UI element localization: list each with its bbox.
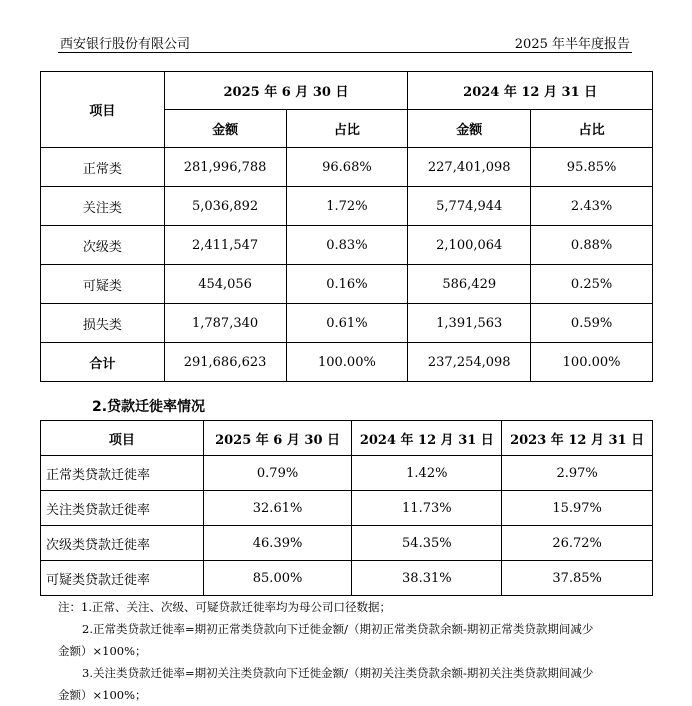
item-header: 项目 <box>41 421 204 456</box>
amount-cell: 586,429 <box>408 265 531 304</box>
amount-cell: 5,036,892 <box>164 187 286 226</box>
amount-header: 金额 <box>164 110 286 148</box>
company-name: 西安银行股份有限公司 <box>60 37 191 52</box>
table-row <box>41 187 653 226</box>
amount-header: 金额 <box>408 110 531 148</box>
period2-header: 2024 年 12 月 31 日 <box>408 72 653 110</box>
ratio-cell: 0.25% <box>531 265 653 304</box>
rate-cell: 85.00% <box>203 561 352 596</box>
note-3: 3.关注类贷款迁徙率=期初关注类贷款向下迁徙金额/（期初关注类贷款余额-期初关注类贷款期间减少 <box>82 666 594 680</box>
ratio-cell: 0.16% <box>286 265 408 304</box>
table-row <box>41 456 653 491</box>
table-header-row <box>41 421 653 456</box>
table-header-row <box>41 72 653 110</box>
row-label: 关注类 <box>41 187 165 226</box>
rate-cell: 38.31% <box>352 561 502 596</box>
ratio-cell: 0.61% <box>286 304 408 343</box>
amount-cell: 454,056 <box>164 265 286 304</box>
ratio-cell: 1.72% <box>286 187 408 226</box>
table-row <box>41 226 653 265</box>
rate-cell: 11.73% <box>352 491 502 526</box>
table-row <box>41 561 653 596</box>
row-label: 可疑类贷款迁徙率 <box>41 561 204 596</box>
loan-classification-table <box>40 71 653 382</box>
row-label: 正常类 <box>41 148 165 187</box>
item-header: 项目 <box>41 72 165 148</box>
amount-cell: 2,411,547 <box>164 226 286 265</box>
period-header: 2023 年 12 月 31 日 <box>502 421 653 456</box>
ratio-cell: 0.59% <box>531 304 653 343</box>
rate-cell: 26.72% <box>502 526 653 561</box>
ratio-cell: 2.43% <box>531 187 653 226</box>
amount-cell: 227,401,098 <box>408 148 531 187</box>
table-row <box>41 265 653 304</box>
ratio-cell: 100.00% <box>531 343 653 382</box>
ratio-cell: 100.00% <box>286 343 408 382</box>
note-3-cont: 金额）×100%； <box>58 688 147 702</box>
amount-cell: 2,100,064 <box>408 226 531 265</box>
rate-cell: 54.35% <box>352 526 502 561</box>
rate-cell: 0.79% <box>203 456 352 491</box>
ratio-cell: 96.68% <box>286 148 408 187</box>
table-row <box>41 491 653 526</box>
note-2-cont: 金额）×100%； <box>58 644 147 658</box>
amount-cell: 1,391,563 <box>408 304 531 343</box>
rate-cell: 15.97% <box>502 491 653 526</box>
note-2: 2.正常类贷款迁徙率=期初正常类贷款向下迁徙金额/（期初正常类贷款余额-期初正常类贷款期间减少 <box>82 622 594 636</box>
report-title: 2025 年半年度报告 <box>514 37 630 52</box>
ratio-cell: 0.88% <box>531 226 653 265</box>
rate-cell: 2.97% <box>502 456 653 491</box>
amount-cell: 5,774,944 <box>408 187 531 226</box>
rate-cell: 32.61% <box>203 491 352 526</box>
amount-cell: 237,254,098 <box>408 343 531 382</box>
header-divider <box>58 52 632 53</box>
rate-cell: 1.42% <box>352 456 502 491</box>
note-1: 注：1.正常、关注、次级、可疑贷款迁徙率均为母公司口径数据； <box>58 600 391 614</box>
migration-rate-table <box>40 420 653 596</box>
row-label: 关注类贷款迁徙率 <box>41 491 204 526</box>
ratio-header: 占比 <box>531 110 653 148</box>
row-label: 合计 <box>41 343 165 382</box>
period-header: 2025 年 6 月 30 日 <box>203 421 352 456</box>
amount-cell: 281,996,788 <box>164 148 286 187</box>
row-label: 损失类 <box>41 304 165 343</box>
amount-cell: 291,686,623 <box>164 343 286 382</box>
rate-cell: 37.85% <box>502 561 653 596</box>
row-label: 次级类贷款迁徙率 <box>41 526 204 561</box>
ratio-cell: 0.83% <box>286 226 408 265</box>
table-row <box>41 304 653 343</box>
table-row <box>41 526 653 561</box>
section-title: 2.贷款迁徙率情况 <box>92 399 206 415</box>
rate-cell: 46.39% <box>203 526 352 561</box>
total-row <box>41 343 653 382</box>
ratio-cell: 95.85% <box>531 148 653 187</box>
row-label: 可疑类 <box>41 265 165 304</box>
amount-cell: 1,787,340 <box>164 304 286 343</box>
period1-header: 2025 年 6 月 30 日 <box>164 72 408 110</box>
row-label: 次级类 <box>41 226 165 265</box>
ratio-header: 占比 <box>286 110 408 148</box>
row-label: 正常类贷款迁徙率 <box>41 456 204 491</box>
table-row <box>41 148 653 187</box>
period-header: 2024 年 12 月 31 日 <box>352 421 502 456</box>
